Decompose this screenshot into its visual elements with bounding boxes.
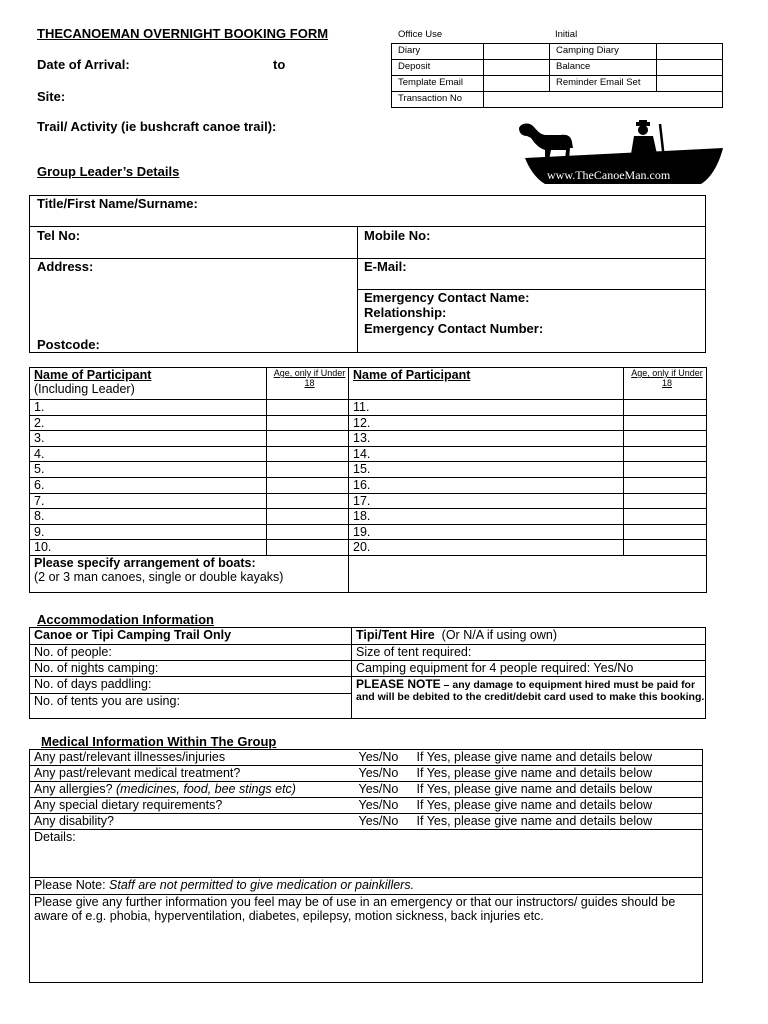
please-note-text: – any damage to equipment hired must be paid for and will be debited to the credit/debit card used to make this booking. — [356, 679, 705, 703]
age-cell[interactable] — [624, 462, 707, 478]
boats-arrangement-hint: (2 or 3 man canoes, single or double kayaks) — [34, 569, 284, 584]
participant-row-19[interactable]: 19. — [349, 524, 624, 540]
office-input-camping-diary[interactable] — [657, 44, 723, 60]
office-cell-balance: Balance — [550, 60, 657, 76]
participant-row-10[interactable]: 10. — [30, 540, 267, 556]
medication-note — [30, 878, 703, 895]
office-cell-camping-diary: Camping Diary — [550, 44, 657, 60]
please-note-label: PLEASE NOTE — [356, 677, 441, 691]
medical-yes-no[interactable]: Yes/No — [355, 798, 413, 814]
participant-name-header-right — [349, 368, 624, 400]
participant-row-8[interactable]: 8. — [30, 509, 267, 525]
medical-if-yes: If Yes, please give name and details below — [413, 782, 703, 798]
participant-row-4[interactable]: 4. — [30, 446, 267, 462]
medical-if-yes: If Yes, please give name and details below — [413, 766, 703, 782]
accommodation-heading: Accommodation Information — [37, 612, 214, 627]
further-information-field[interactable]: Please give any further information you feel may be of use in an emergency or that our instructors/ guides should be aware of e.g. phobia, hyperventilation, diabetes, epilepsy, motion sickness, back injuries etc. — [30, 895, 703, 983]
age-cell[interactable] — [267, 415, 349, 431]
participant-row-17[interactable]: 17. — [349, 493, 624, 509]
age-cell[interactable] — [624, 540, 707, 556]
to-label: to — [273, 57, 286, 72]
participant-row-3[interactable]: 3. — [30, 431, 267, 447]
participant-row-20[interactable]: 20. — [349, 540, 624, 556]
participant-row-14[interactable]: 14. — [349, 446, 624, 462]
age-cell[interactable] — [624, 400, 707, 416]
age-cell[interactable] — [267, 524, 349, 540]
medical-yes-no[interactable]: Yes/No — [355, 750, 413, 766]
office-cell-template-email: Template Email — [392, 76, 484, 92]
camping-equipment-field[interactable]: Camping equipment for 4 people required: Yes/No — [352, 661, 706, 677]
postcode-field[interactable]: Postcode: — [37, 337, 100, 352]
age-cell[interactable] — [267, 400, 349, 416]
initial-label: Initial — [555, 29, 578, 40]
participant-row-11[interactable]: 11. — [349, 400, 624, 416]
office-input-transaction-no[interactable] — [484, 92, 723, 108]
medical-question-illnesses: Any past/relevant illnesses/injuries — [30, 750, 355, 766]
medical-table — [29, 749, 703, 983]
office-input-deposit[interactable] — [484, 60, 550, 76]
age-cell[interactable] — [267, 431, 349, 447]
age-cell[interactable] — [267, 477, 349, 493]
participant-row-9[interactable]: 9. — [30, 524, 267, 540]
accommodation-table — [29, 627, 706, 719]
age-header-left — [267, 368, 349, 400]
form-title: THECANOEMAN OVERNIGHT BOOKING FORM — [37, 26, 329, 41]
office-input-template-email[interactable] — [484, 76, 550, 92]
medical-question-disability: Any disability? — [30, 814, 355, 830]
no-of-tents-field[interactable]: No. of tents you are using: — [30, 694, 352, 719]
canoeman-logo — [515, 120, 727, 190]
medical-question-dietary: Any special dietary requirements? — [30, 798, 355, 814]
no-of-nights-field[interactable]: No. of nights camping: — [30, 661, 352, 677]
age-cell[interactable] — [624, 431, 707, 447]
medical-yes-no[interactable]: Yes/No — [355, 782, 413, 798]
medical-if-yes: If Yes, please give name and details below — [413, 814, 703, 830]
email-field[interactable]: E-Mail: — [364, 259, 407, 274]
participant-row-15[interactable]: 15. — [349, 462, 624, 478]
emergency-contact-name-field[interactable]: Emergency Contact Name: — [364, 290, 530, 305]
address-field[interactable]: Address: — [37, 259, 94, 274]
office-use-label: Office Use — [398, 29, 443, 40]
name-field[interactable]: Title/First Name/Surname: — [37, 196, 198, 211]
site-label: Site: — [37, 89, 66, 104]
age-cell[interactable] — [624, 446, 707, 462]
tent-hire-hint: (Or N/A if using own) — [441, 628, 557, 642]
equipment-damage-note — [352, 677, 706, 719]
participant-row-18[interactable]: 18. — [349, 509, 624, 525]
age-cell[interactable] — [624, 524, 707, 540]
participants-table — [29, 367, 707, 593]
office-cell-reminder-email: Reminder Email Set — [550, 76, 657, 92]
age-cell[interactable] — [267, 462, 349, 478]
medication-note-prefix: Please Note: — [34, 878, 110, 892]
boats-arrangement-label: Please specify arrangement of boats: — [34, 555, 256, 570]
tent-hire-heading-cell — [352, 628, 706, 645]
age-cell[interactable] — [624, 415, 707, 431]
participant-name-header — [30, 368, 267, 400]
age-header-right — [624, 368, 707, 400]
medical-details-field[interactable]: Details: — [30, 830, 703, 878]
emergency-contact-number-field[interactable]: Emergency Contact Number: — [364, 321, 544, 336]
participant-name-heading-right: Name of Participant — [353, 368, 471, 382]
office-cell-diary: Diary — [392, 44, 484, 60]
relationship-field[interactable]: Relationship: — [364, 305, 447, 320]
office-input-diary[interactable] — [484, 44, 550, 60]
age-cell[interactable] — [267, 509, 349, 525]
camping-trail-heading: Canoe or Tipi Camping Trail Only — [30, 628, 352, 645]
tent-size-field[interactable]: Size of tent required: — [352, 645, 706, 661]
participant-row-12[interactable]: 12. — [349, 415, 624, 431]
no-of-days-paddling-field[interactable]: No. of days paddling: — [30, 677, 352, 694]
office-cell-transaction-no: Transaction No — [392, 92, 484, 108]
medication-note-text: Staff are not permitted to give medication or painkillers. — [109, 878, 415, 892]
participant-row-7[interactable]: 7. — [30, 493, 267, 509]
trail-activity-label: Trail/ Activity (ie bushcraft canoe trail): — [37, 119, 277, 134]
tent-hire-heading: Tipi/Tent Hire — [356, 628, 435, 642]
no-of-people-field[interactable]: No. of people: — [30, 645, 352, 661]
including-leader-note: (Including Leader) — [34, 382, 135, 396]
participant-row-6[interactable]: 6. — [30, 477, 267, 493]
participant-row-2[interactable]: 2. — [30, 415, 267, 431]
medical-heading: Medical Information Within The Group — [41, 734, 277, 749]
age-cell[interactable] — [624, 493, 707, 509]
office-input-balance[interactable] — [657, 60, 723, 76]
boats-arrangement-input[interactable] — [349, 555, 707, 592]
participant-row-1[interactable]: 1. — [30, 400, 267, 416]
age-heading-right: Age, only if Under 18 — [631, 368, 703, 388]
medical-yes-no[interactable]: Yes/No — [355, 766, 413, 782]
medical-if-yes: If Yes, please give name and details below — [413, 750, 703, 766]
mobile-field[interactable]: Mobile No: — [364, 228, 431, 243]
medical-yes-no[interactable]: Yes/No — [355, 814, 413, 830]
age-cell[interactable] — [267, 446, 349, 462]
date-of-arrival-label: Date of Arrival: — [37, 57, 130, 72]
medical-if-yes: If Yes, please give name and details below — [413, 798, 703, 814]
medical-question-allergies: Any allergies? (medicines, food, bee stings etc) — [30, 782, 355, 798]
group-leader-heading: Group Leader’s Details — [37, 164, 180, 179]
participant-name-heading: Name of Participant — [34, 368, 152, 382]
office-use-table — [391, 43, 723, 108]
participant-row-16[interactable]: 16. — [349, 477, 624, 493]
boats-arrangement-label-cell — [30, 555, 349, 592]
age-cell[interactable] — [624, 509, 707, 525]
age-cell[interactable] — [267, 493, 349, 509]
age-heading-left: Age, only if Under 18 — [273, 368, 346, 388]
tel-field[interactable]: Tel No: — [37, 228, 81, 243]
age-cell[interactable] — [267, 540, 349, 556]
participant-row-13[interactable]: 13. — [349, 431, 624, 447]
medical-question-treatment: Any past/relevant medical treatment? — [30, 766, 355, 782]
logo-text: www.TheCanoeMan.com — [547, 168, 671, 182]
participant-row-5[interactable]: 5. — [30, 462, 267, 478]
office-input-reminder-email[interactable] — [657, 76, 723, 92]
office-cell-deposit: Deposit — [392, 60, 484, 76]
age-cell[interactable] — [624, 477, 707, 493]
